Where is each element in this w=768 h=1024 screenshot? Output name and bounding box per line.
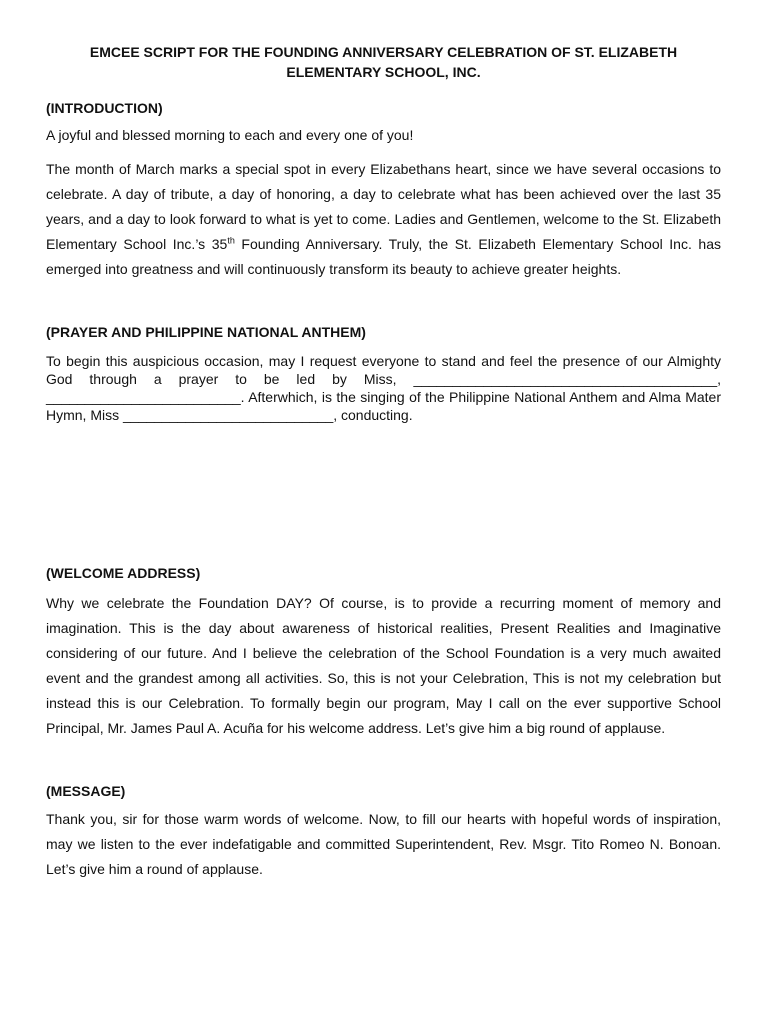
introduction-paragraph (46, 157, 721, 282)
introduction-text-part-1: The month of March marks a special spot in every Elizabethans heart, since we have several occasions to celebrate. A day of tribute, a day of honoring, a day to celebrate what has been achieved over the last 35 years, and a day to look forward to what is yet to come. Ladies and Gentlemen, welcome to the St. Elizabeth Elementary School Inc.’s 35 (46, 161, 721, 252)
ordinal-suffix: th (227, 235, 235, 246)
prayer-section (46, 322, 721, 424)
prayer-heading: (PRAYER AND PHILIPPINE NATIONAL ANTHEM) (46, 324, 366, 340)
introduction-heading: (INTRODUCTION) (46, 100, 163, 116)
greeting-paragraph: A joyful and blessed morning to each and every one of you! (46, 127, 414, 143)
document-title: EMCEE SCRIPT FOR THE FOUNDING ANNIVERSARY CELEBRATION OF ST. ELIZABETH ELEMENTARY SCHOOL, INC. (89, 44, 678, 80)
welcome-section (46, 563, 721, 741)
introduction-section (46, 98, 721, 282)
prayer-paragraph: To begin this auspicious occasion, may I request everyone to stand and feel the presence of our Almighty God through a prayer to be led by Miss, _______________________________________, _________________________. Afterwhich, is the singing of the Philippine National Anthem and Alma Mater Hymn, Miss ___________________________, conducting. (46, 353, 721, 423)
message-section (46, 781, 721, 882)
introduction-text-part-2: Founding Anniversary. Truly, the St. Elizabeth Elementary School Inc. has emerged into greatness and will continuously transform its beauty to achieve greater heights. (46, 236, 721, 277)
welcome-heading: (WELCOME ADDRESS) (46, 565, 201, 581)
welcome-paragraph: Why we celebrate the Foundation DAY? Of course, is to provide a recurring moment of memory and imagination. This is the day about awareness of historical realities, Present Realities and Imaginative considering of our future. And I believe the celebration of the School Foundation is a very much awaited event and the grandest among all activities. So, this is not your Celebration, This is not my celebration but instead this is our Celebration. To formally begin our program, May I call on the ever supportive School Principal, Mr. James Paul A. Acuña for his welcome address. Let’s give him a big round of applause. (46, 595, 721, 736)
message-paragraph: Thank you, sir for those warm words of welcome. Now, to fill our hearts with hopeful words of inspiration, may we listen to the ever indefatigable and committed Superintendent, Rev. Msgr. Tito Romeo N. Bonoan. Let’s give him a round of applause. (46, 811, 721, 877)
message-heading: (MESSAGE) (46, 783, 126, 799)
